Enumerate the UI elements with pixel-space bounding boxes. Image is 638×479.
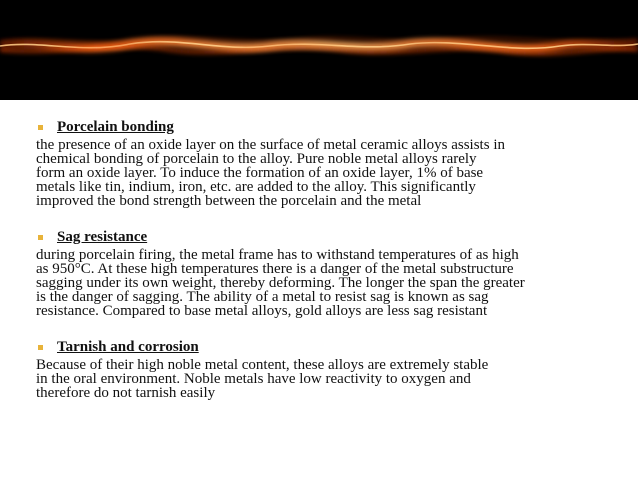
body-line: in the oral environment. Noble metals have low reactivity to oxygen and: [36, 371, 471, 387]
body-line: form an oxide layer. To induce the formation of an oxide layer, 1% of base: [36, 165, 484, 181]
body-line: Because of their high noble metal content, these alloys are extremely stable: [36, 357, 489, 373]
body-line: therefore do not tarnish easily: [36, 385, 216, 401]
fire-streak-graphic: [0, 0, 638, 100]
section-heading: [36, 118, 626, 136]
section-body: [36, 358, 626, 400]
heading-text: Porcelain bonding: [57, 119, 174, 135]
square-bullet-icon: [38, 125, 43, 130]
body-line: during porcelain firing, the metal frame has to withstand temperatures of as high: [36, 247, 519, 263]
section-body: [36, 248, 626, 318]
square-bullet-icon: [38, 235, 43, 240]
body-line: chemical bonding of porcelain to the alloy. Pure noble metal alloys rarely: [36, 151, 477, 167]
section-porcelain-bonding: [36, 118, 626, 208]
section-body: [36, 138, 626, 208]
heading-text: Sag resistance: [57, 229, 148, 245]
body-line: is the danger of sagging. The ability of a metal to resist sag is known as sag: [36, 289, 489, 305]
section-heading: [36, 228, 626, 246]
body-line: resistance. Compared to base metal alloys, gold alloys are less sag resistant: [36, 303, 488, 319]
square-bullet-icon: [38, 345, 43, 350]
heading-text: Tarnish and corrosion: [57, 339, 199, 355]
header-fire-banner: [0, 0, 638, 100]
slide-content: [36, 118, 626, 420]
body-line: sagging under its own weight, thereby deforming. The longer the span the greater: [36, 275, 525, 291]
body-line: improved the bond strength between the porcelain and the metal: [36, 193, 422, 209]
section-heading: [36, 338, 626, 356]
section-tarnish-corrosion: [36, 338, 626, 400]
section-sag-resistance: [36, 228, 626, 318]
body-line: metals like tin, indium, iron, etc. are added to the alloy. This significantly: [36, 179, 476, 195]
body-line: the presence of an oxide layer on the surface of metal ceramic alloys assists in: [36, 137, 505, 153]
body-line: as 950°C. At these high temperatures there is a danger of the metal substructure: [36, 261, 514, 277]
